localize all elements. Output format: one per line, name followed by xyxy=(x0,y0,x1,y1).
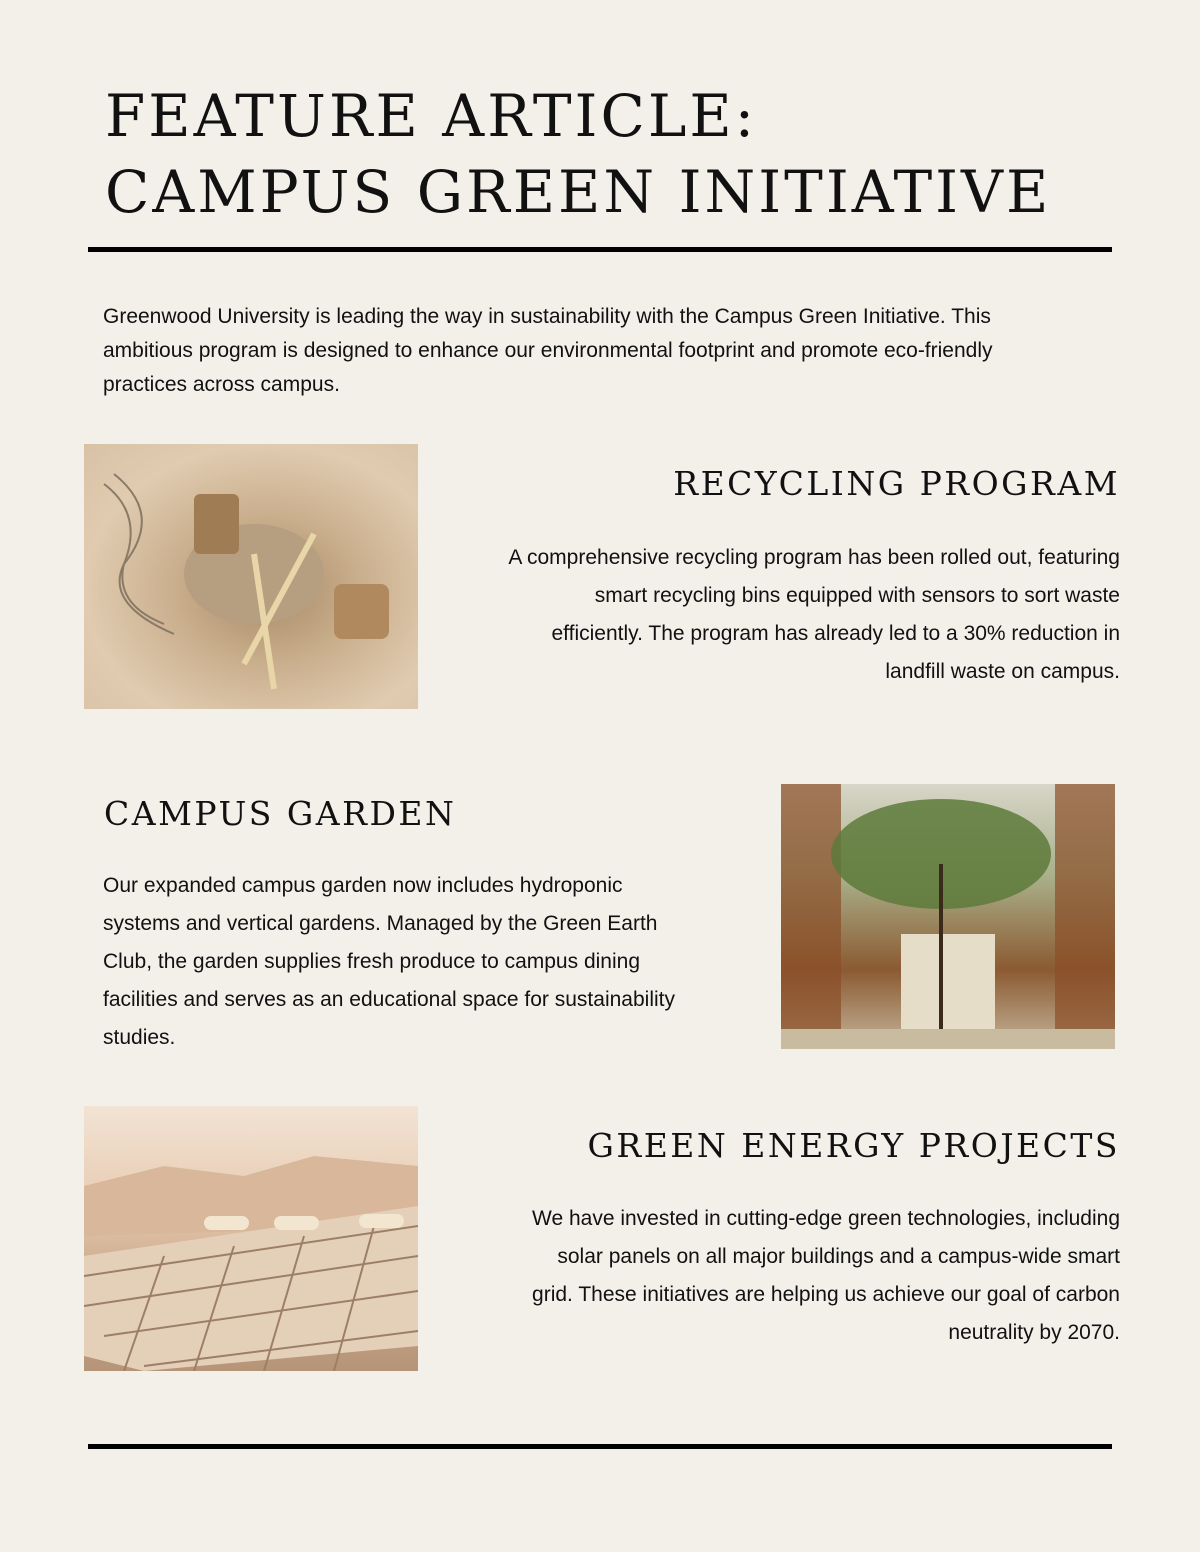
page-title xyxy=(105,78,1051,230)
section-heading: CAMPUS GARDEN xyxy=(104,794,457,833)
section-body: We have invested in cutting-edge green technologies, including solar panels on all major buildings and a campus-wide smart grid. These initiatives are helping us achieve our goal of carbon neutrality by 2070. xyxy=(532,1207,1120,1344)
section-body: Our expanded campus garden now includes hydroponic systems and vertical gardens. Managed by the Green Earth Club, the garden supplies fresh produce to campus dining facilities and serves as an educational space for sustainability studies. xyxy=(103,874,675,1049)
garden-atrium-image xyxy=(781,784,1115,1049)
section-heading: GREEN ENERGY PROJECTS xyxy=(587,1126,1120,1165)
intro-paragraph: Greenwood University is leading the way in sustainability with the Campus Green Initiative. This ambitious program is designed to enhance our environmental footprint and promote eco-friendly practices across campus. xyxy=(103,305,993,396)
bottom-divider xyxy=(88,1444,1112,1449)
title-line-2: CAMPUS GREEN INITIATIVE xyxy=(105,158,1052,226)
section-body: A comprehensive recycling program has been rolled out, featuring smart recycling bins equipped with sensors to sort waste efficiently. The program has already led to a 30% reduction in landfill waste on campus. xyxy=(508,546,1120,683)
section-heading: RECYCLING PROGRAM xyxy=(673,464,1120,503)
title-line-1: FEATURE ARTICLE: xyxy=(105,82,758,150)
top-divider xyxy=(88,247,1112,252)
solar-panels-image xyxy=(84,1106,418,1371)
recycling-image xyxy=(84,444,418,709)
